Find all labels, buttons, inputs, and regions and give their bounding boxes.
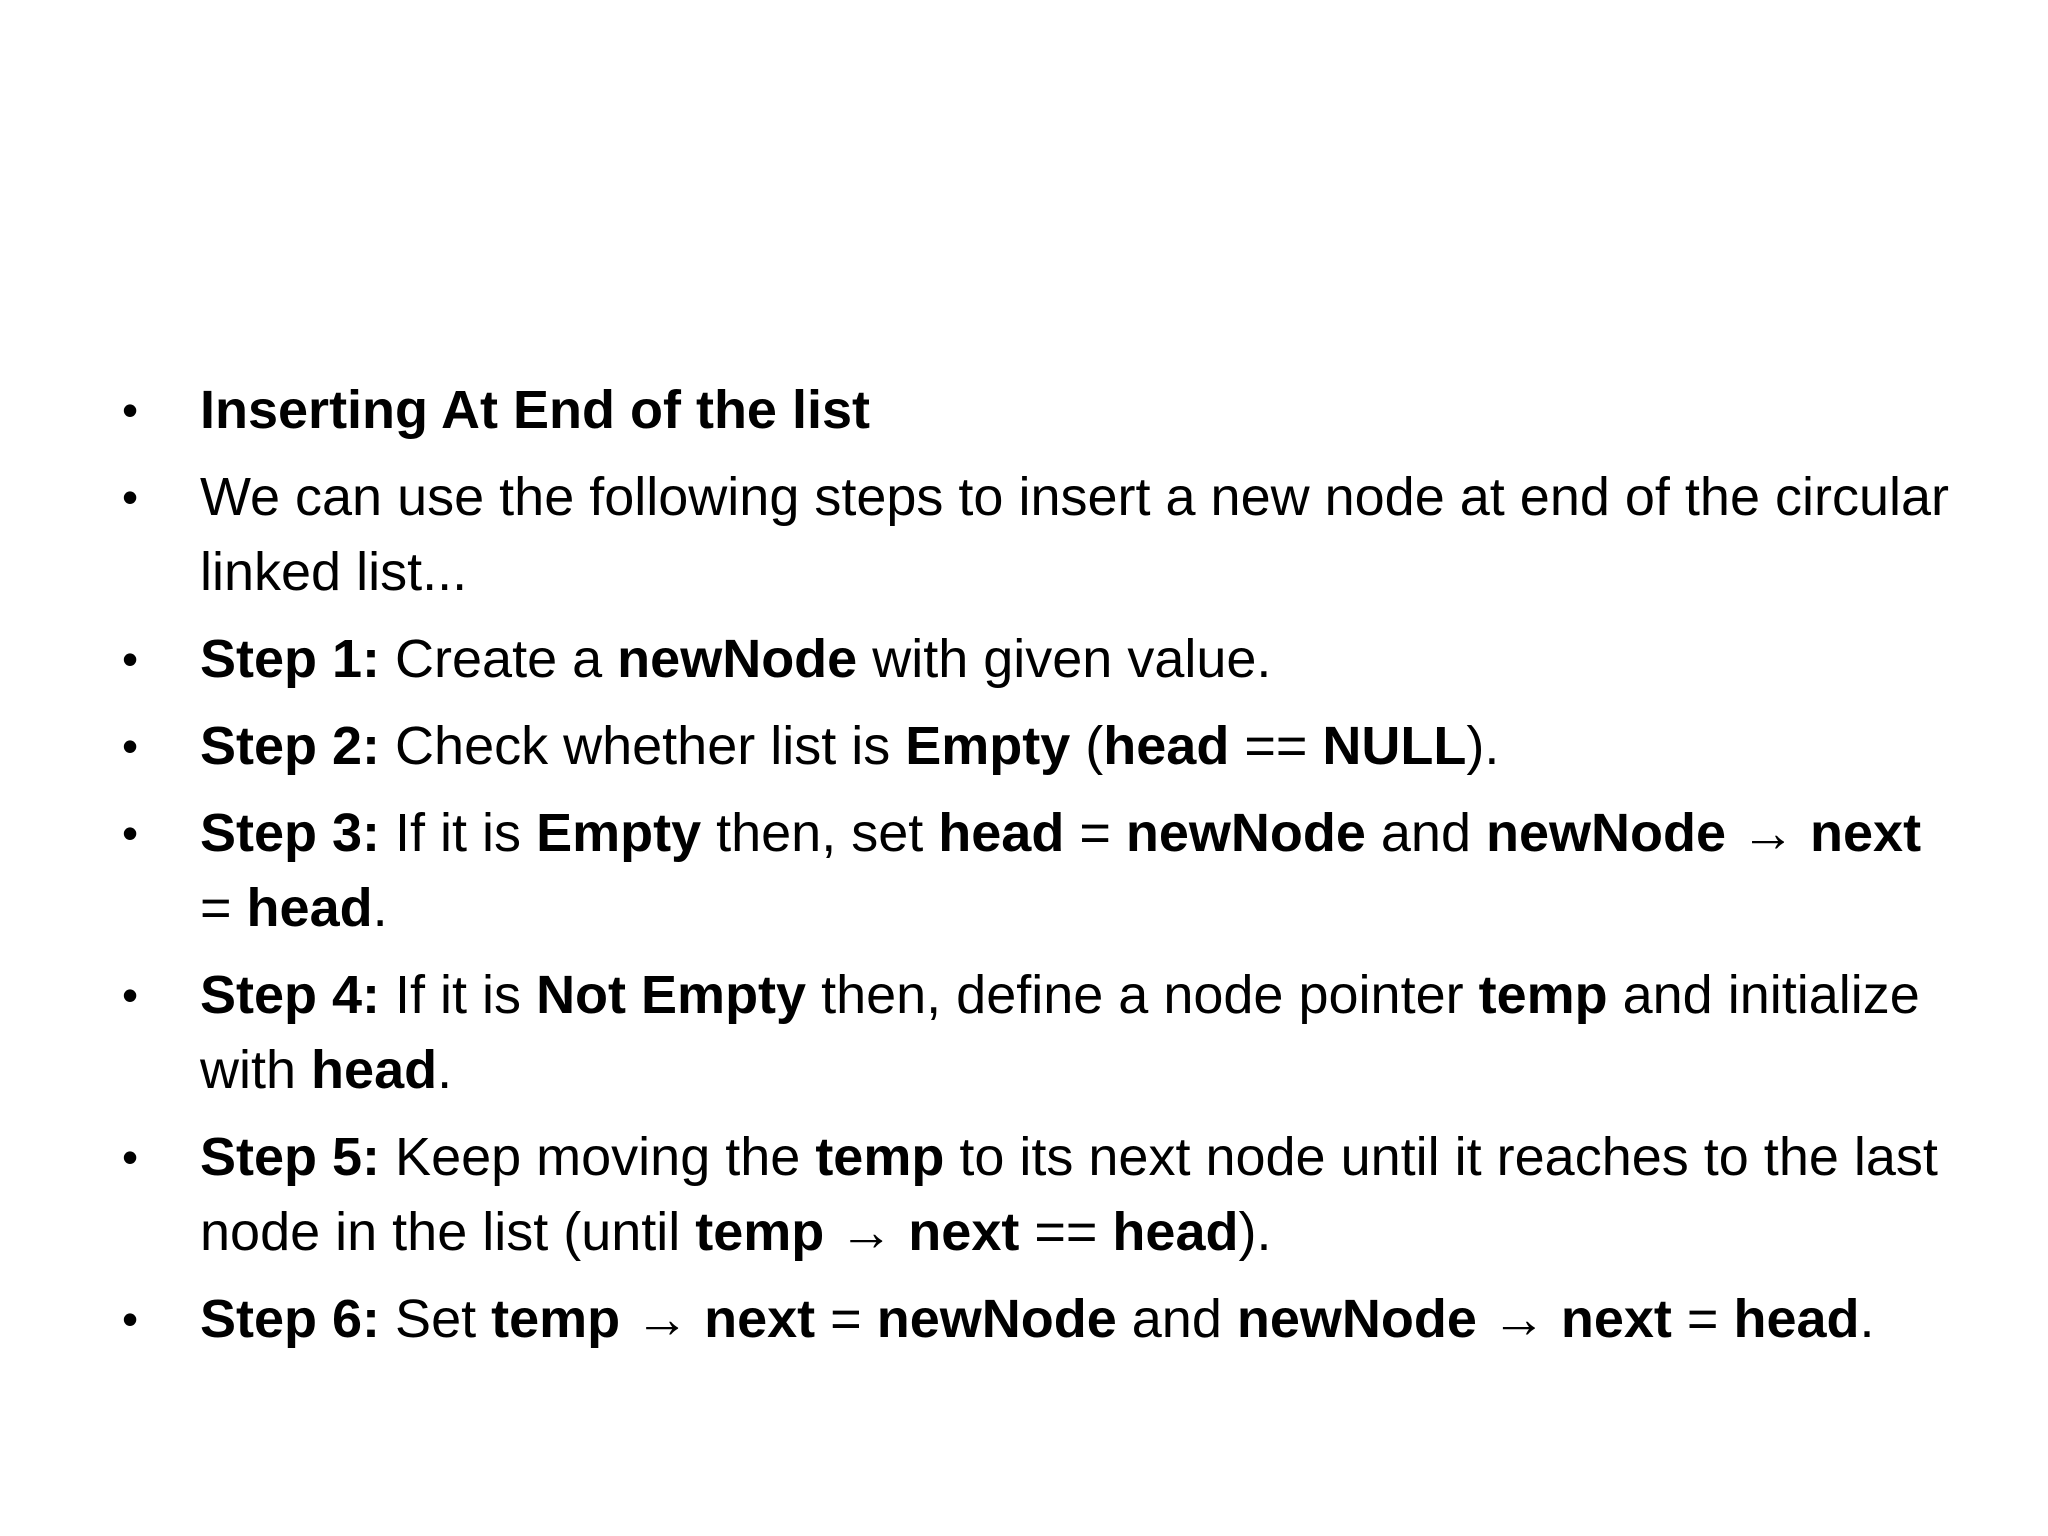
body-text: Set <box>380 1289 492 1349</box>
body-text: Keep moving the <box>380 1127 816 1187</box>
bullet-icon: • <box>122 720 139 772</box>
bullet-list <box>120 373 1960 1369</box>
body-text: = <box>815 1289 877 1349</box>
bold-text: newNode <box>617 629 858 689</box>
body-text: Create a <box>380 629 618 689</box>
body-text: to its next node until it reaches to the last node in the list (until <box>200 1127 1938 1262</box>
body-text: If it is <box>380 965 537 1025</box>
bullet-icon: • <box>122 471 139 523</box>
bold-text: newNode <box>1125 803 1366 863</box>
bullet-item <box>120 1120 1960 1270</box>
bullet-item <box>120 958 1960 1108</box>
bullet-icon: • <box>122 807 139 859</box>
bold-text: Not Empty <box>536 965 807 1025</box>
bold-text: head <box>938 803 1065 863</box>
bold-text: temp <box>815 1127 945 1187</box>
body-text: Check whether list is <box>380 716 906 776</box>
bold-text: Step 4: <box>200 965 381 1025</box>
body-text: = <box>200 878 247 938</box>
body-text: . <box>437 1040 453 1100</box>
bold-text: Empty <box>536 803 702 863</box>
bold-text: temp → next <box>491 1289 816 1349</box>
body-text: with given value. <box>857 629 1272 689</box>
body-text: == <box>1229 716 1323 776</box>
body-text: = <box>1064 803 1126 863</box>
bold-text: head <box>1103 716 1230 776</box>
body-text: and initialize with <box>200 965 1920 1100</box>
bold-text: newNode → next <box>1236 1289 1672 1349</box>
bold-text: newNode <box>876 1289 1117 1349</box>
bullet-item <box>120 1282 1960 1357</box>
bold-text: Step 1: <box>200 629 381 689</box>
body-text: then, set <box>701 803 939 863</box>
bullet-icon: • <box>122 1293 139 1345</box>
bullet-icon: • <box>122 384 139 436</box>
bold-text: head <box>1112 1202 1239 1262</box>
bold-text: NULL <box>1322 716 1467 776</box>
bold-text: newNode → next <box>1486 803 1922 863</box>
bold-text: temp <box>1478 965 1608 1025</box>
bold-text: Empty <box>905 716 1071 776</box>
body-text: ( <box>1070 716 1104 776</box>
bold-text: head <box>311 1040 438 1100</box>
bullet-item <box>120 796 1960 946</box>
bold-text: Inserting At End of the list <box>200 380 870 440</box>
body-text: If it is <box>380 803 537 863</box>
body-text: ). <box>1466 716 1500 776</box>
body-text: ). <box>1238 1202 1272 1262</box>
bold-text: head <box>246 878 373 938</box>
bullet-item <box>120 709 1960 784</box>
body-text: and <box>1365 803 1486 863</box>
body-text: then, define a node pointer <box>806 965 1479 1025</box>
bullet-item <box>120 373 1960 448</box>
body-text: == <box>1019 1202 1113 1262</box>
bold-text: Step 5: <box>200 1127 381 1187</box>
body-text: . <box>1859 1289 1875 1349</box>
bullet-icon: • <box>122 1131 139 1183</box>
bold-text: Step 3: <box>200 803 381 863</box>
bold-text: temp → next <box>695 1202 1020 1262</box>
bullet-item <box>120 622 1960 697</box>
bold-text: Step 6: <box>200 1289 381 1349</box>
body-text: = <box>1671 1289 1734 1349</box>
body-text: . <box>372 878 388 938</box>
bold-text: Step 2: <box>200 716 381 776</box>
bullet-icon: • <box>122 969 139 1021</box>
body-text: We can use the following steps to insert a new node at end of the circular linked list... <box>200 467 1950 602</box>
bold-text: head <box>1733 1289 1860 1349</box>
body-text: and <box>1116 1289 1237 1349</box>
bullet-item <box>120 460 1960 610</box>
bullet-icon: • <box>122 633 139 685</box>
